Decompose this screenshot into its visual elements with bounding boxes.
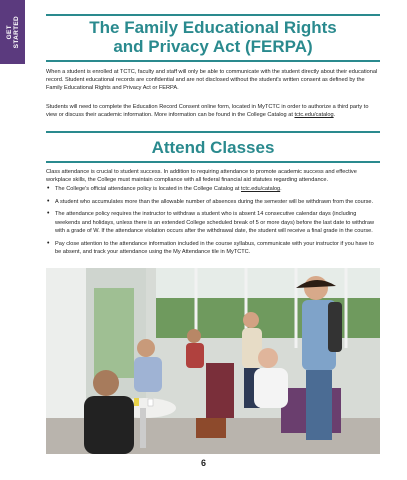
- attend-bullet-1-end: .: [280, 186, 282, 192]
- attend-intro: Class attendance is crucial to student success. In addition to requiring attendance to promote academic success and effective workplace skills, the College must maintain compliance with all federal financial aid statutes regarding attendance.: [46, 169, 357, 184]
- attend-top-rule: [46, 131, 380, 133]
- attend-bullet-1-text: The College's official attendance policy is located in the College Catalog at: [55, 186, 241, 192]
- ferpa-top-rule: [46, 14, 380, 16]
- ferpa-title: [46, 18, 380, 56]
- catalog-link-2[interactable]: tctc.edu/catalog: [240, 186, 281, 192]
- side-tab-get-started: [0, 0, 25, 64]
- ferpa-paragraph-2-end: .: [333, 112, 336, 119]
- students-lounge-photo: [46, 268, 380, 454]
- attend-bottom-rule: [46, 161, 380, 163]
- attend-title: Attend Classes: [151, 138, 275, 157]
- page-number: 6: [200, 458, 206, 468]
- ferpa-title-line2: and Privacy Act (FERPA): [113, 37, 313, 56]
- ferpa-paragraph-2-text: Students will need to complete the Education Record Consent online form, located in MyTCTC in order to authorize a third party to view or discuss their academic information. More information can be found in the College Catalog at: [46, 104, 369, 119]
- catalog-link[interactable]: tctc.edu/catalog: [294, 112, 334, 119]
- ferpa-title-line1: The Family Educational Rights: [89, 18, 337, 37]
- ferpa-bottom-rule: [46, 60, 380, 62]
- attend-bullet-4: [46, 240, 380, 256]
- ferpa-paragraph-2: [46, 103, 380, 119]
- attend-bullet-3-text: The attendance policy requires the instructor to withdraw a student who is absent 14 consecutive calendar days (including weekends and holidays, unless there is an extended College scheduled break of 5 or more days) before the last date to withdraw with a grade of W. If the attendance violation occurs after the withdrawal date, the student will receive a final grade in the course.: [55, 211, 375, 234]
- attend-bullet-2: [46, 198, 380, 206]
- attend-bullet-2-text: A student who accumulates more than the allowable number of absences during the semester will be withdrawn from the course.: [55, 198, 374, 205]
- ferpa-paragraph-1: When a student is enrolled at TCTC, faculty and staff will only be able to communicate with the student directly about their educational record. Student educational records are confidential and are not disclosed without the student's written consent as defined by the Family Educational Rights and Privacy Act or FERPA.: [46, 69, 378, 92]
- attend-bullet-1: [46, 185, 380, 193]
- photo-illustration: [46, 268, 380, 454]
- attend-bullet-list: [46, 185, 380, 260]
- attend-bullet-3: [46, 210, 380, 235]
- attend-bullet-4-text: Pay close attention to the attendance information included in the course syllabus, communicate with your instructor if you have to be absent, and track your attendance using the My Attendance tile in MyTCTC.: [55, 240, 374, 255]
- side-tab-label: GET STARTED: [5, 15, 20, 49]
